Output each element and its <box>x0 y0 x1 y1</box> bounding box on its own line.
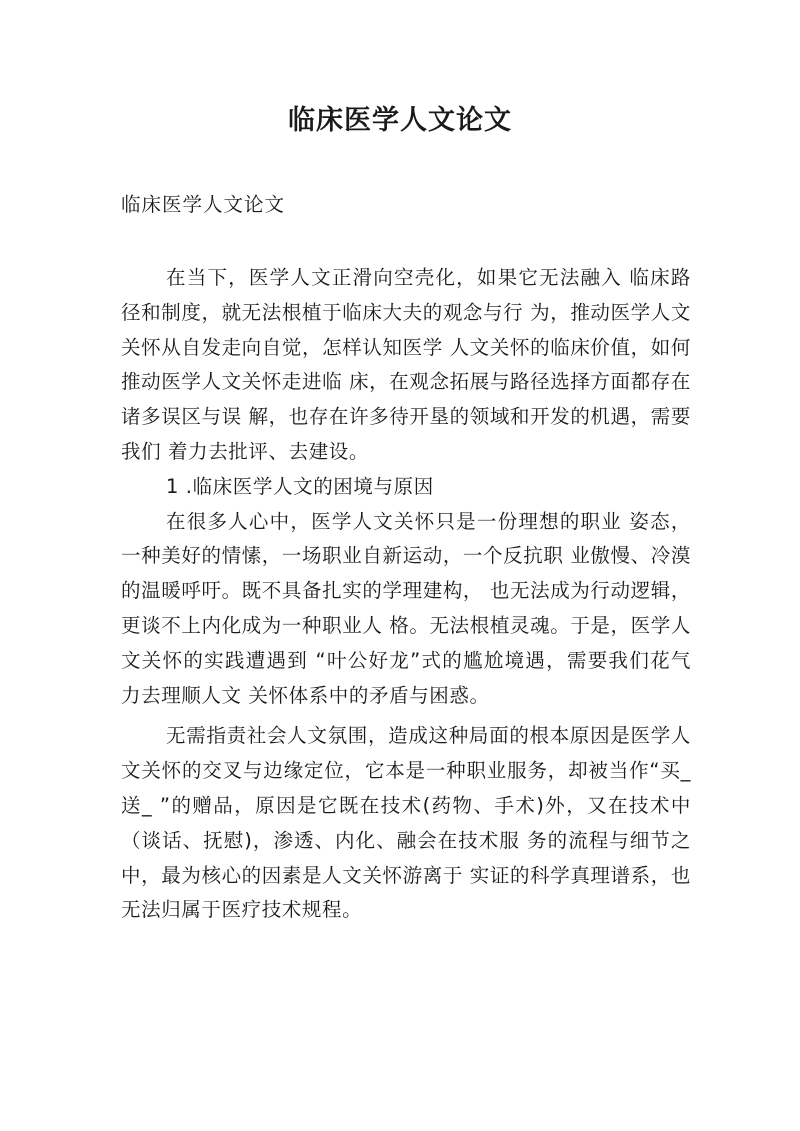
body-paragraph: 无需指责社会人文氛围，造成这种局面的根本原因是医学人文关怀的交叉与边缘定位，它本是一种职业服务，却被当作“买_送_ ”的赠品，原因是它既在技术(药物、手术)外，又在技术中（谈话、抚慰)，渗透、内化、融会在技术服 务的流程与细节之中，最为核心的因素是人文关怀游离于 实证的科学真理谱系，也无法归属于医疗技术规程。 <box>121 724 691 922</box>
document-body <box>121 261 691 928</box>
body-paragraph: 在很多人心中，医学人文关怀只是一份理想的职业 姿态，一种美好的情愫，一场职业自新运动，一个反抗职 业傲慢、冷漠的温暖呼吁。既不具备扎实的学理建构， 也无法成为行动逻辑，更谈不上内化成为一种职业人 格。无法根植灵魂。于是，医学人文关怀的实践遭遇到 “叶公好龙”式的尴尬境遇，需要我们花气力去理顺人文 关怀体系中的矛盾与困惑。 <box>121 509 691 707</box>
document-subtitle: 临床医学人文论文 <box>121 193 286 216</box>
section-heading: 1 .临床医学人文的困境与原因 <box>166 474 434 498</box>
intro-paragraph: 在当下，医学人文正滑向空壳化，如果它无法融入 临床路径和制度，就无法根植于临床大夫的观念与行 为，推动医学人文关怀从自发走向自觉，怎样认知医学 人文关怀的临床价值，如何推动医学人文关怀走进临 床，在观念拓展与路径选择方面都存在诸多误区与误 解，也存在许多待开垦的领域和开发的机遇，需要我们 着力去批评、去建设。 <box>121 266 691 463</box>
document-title: 临床医学人文论文 <box>288 105 512 136</box>
